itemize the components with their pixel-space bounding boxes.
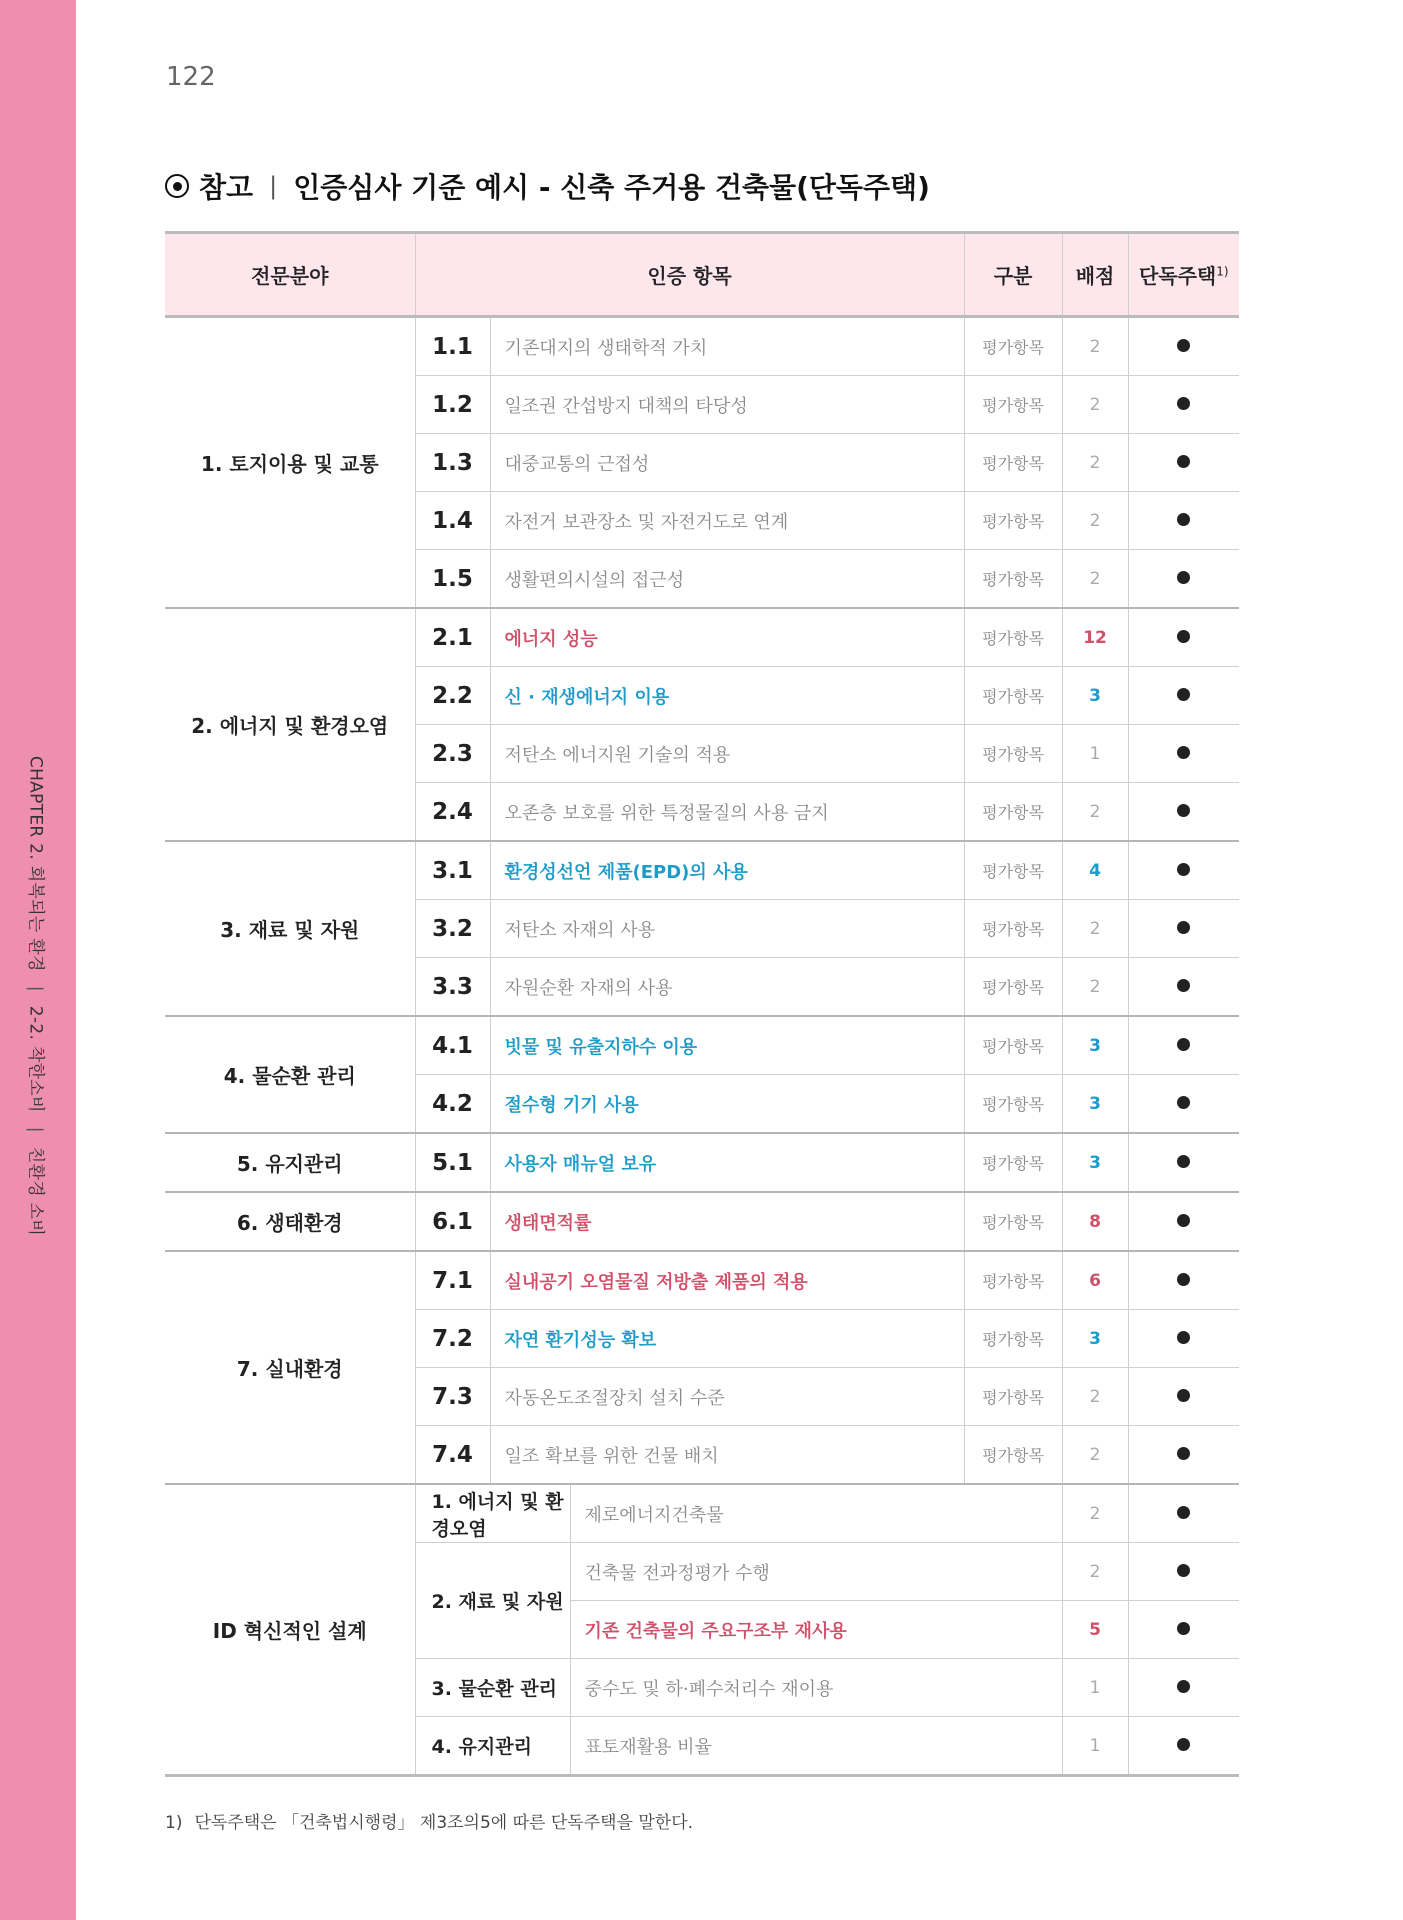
item-number: 6.1: [415, 1192, 490, 1251]
item-name: 중수도 및 하·폐수처리수 재이용: [570, 1659, 1062, 1717]
filled-circle-icon: [1177, 1506, 1190, 1519]
item-name: 일조권 간섭방지 대책의 타당성: [490, 376, 964, 434]
field-name: 5. 유지관리: [165, 1133, 415, 1192]
item-number: 1.5: [415, 550, 490, 609]
item-name: 일조 확보를 위한 건물 배치: [490, 1426, 964, 1485]
item-score: 1: [1062, 725, 1128, 783]
innovation-subfield: 3. 물순환 관리: [415, 1659, 570, 1717]
footnote-marker: 1): [1216, 264, 1229, 279]
item-score: 6: [1062, 1251, 1128, 1310]
detached-applicable-cell: [1128, 958, 1239, 1017]
item-name: 저탄소 자재의 사용: [490, 900, 964, 958]
detached-applicable-cell: [1128, 1601, 1239, 1659]
item-number: 7.4: [415, 1426, 490, 1485]
item-number: 7.1: [415, 1251, 490, 1310]
item-name: 절수형 기기 사용: [490, 1075, 964, 1134]
filled-circle-icon: [1177, 688, 1190, 701]
footnote: [165, 1808, 705, 1833]
item-name: 자연 환기성능 확보: [490, 1310, 964, 1368]
item-category: 평가항목: [964, 1251, 1062, 1310]
header-field: 전문분야: [165, 233, 415, 317]
item-number: 2.1: [415, 608, 490, 667]
field-name: 4. 물순환 관리: [165, 1016, 415, 1133]
footnote-text: 단독주택은 「건축법시행령」 제3조의5에 따른 단독주택을 말한다.: [194, 1813, 694, 1833]
item-score: 2: [1062, 783, 1128, 842]
detached-applicable-cell: [1128, 1310, 1239, 1368]
item-score: 5: [1062, 1601, 1128, 1659]
table-row: [165, 1192, 1239, 1251]
item-name: 사용자 매뉴얼 보유: [490, 1133, 964, 1192]
item-name: 오존층 보호를 위한 특정물질의 사용 금지: [490, 783, 964, 842]
table-row: [165, 317, 1239, 376]
item-score: 1: [1062, 1659, 1128, 1717]
title-separator: |: [269, 172, 278, 200]
filled-circle-icon: [1177, 1331, 1190, 1344]
item-number: 2.4: [415, 783, 490, 842]
item-score: 1: [1062, 1717, 1128, 1776]
filled-circle-icon: [1177, 921, 1190, 934]
innovation-subfield: 1. 에너지 및 환경오염: [415, 1484, 570, 1543]
filled-circle-icon: [1177, 571, 1190, 584]
item-category: 평가항목: [964, 900, 1062, 958]
item-number: 1.1: [415, 317, 490, 376]
item-score: 3: [1062, 1133, 1128, 1192]
detached-applicable-cell: [1128, 1368, 1239, 1426]
page-title: [165, 166, 930, 206]
item-category: 평가항목: [964, 434, 1062, 492]
item-name: 저탄소 에너지원 기술의 적용: [490, 725, 964, 783]
item-number: 5.1: [415, 1133, 490, 1192]
item-category: 평가항목: [964, 1016, 1062, 1075]
item-number: 1.4: [415, 492, 490, 550]
item-score: 3: [1062, 1310, 1128, 1368]
item-score: 2: [1062, 492, 1128, 550]
sidebar-section: 2-2. 착한소비: [25, 1005, 46, 1113]
item-score: 2: [1062, 900, 1128, 958]
detached-applicable-cell: [1128, 1426, 1239, 1485]
item-score: 2: [1062, 1426, 1128, 1485]
table-header-row: [165, 233, 1239, 317]
header-score: 배점: [1062, 233, 1128, 317]
item-name: 제로에너지건축물: [570, 1484, 1062, 1543]
field-name: 6. 생태환경: [165, 1192, 415, 1251]
innovation-subfield: 2. 재료 및 자원: [415, 1543, 570, 1659]
item-score: 2: [1062, 317, 1128, 376]
target-bullet-icon: [165, 174, 189, 198]
filled-circle-icon: [1177, 513, 1190, 526]
item-score: 2: [1062, 434, 1128, 492]
item-score: 2: [1062, 550, 1128, 609]
item-name: 에너지 성능: [490, 608, 964, 667]
detached-applicable-cell: [1128, 317, 1239, 376]
item-score: 3: [1062, 667, 1128, 725]
filled-circle-icon: [1177, 1622, 1190, 1635]
item-score: 2: [1062, 376, 1128, 434]
item-score: 12: [1062, 608, 1128, 667]
item-category: 평가항목: [964, 317, 1062, 376]
detached-applicable-cell: [1128, 1192, 1239, 1251]
title-prefix: 참고: [199, 171, 254, 204]
detached-applicable-cell: [1128, 608, 1239, 667]
item-number: 4.1: [415, 1016, 490, 1075]
header-detached-label: 단독주택: [1138, 264, 1217, 288]
item-name: 생태면적률: [490, 1192, 964, 1251]
item-category: 평가항목: [964, 783, 1062, 842]
filled-circle-icon: [1177, 397, 1190, 410]
detached-applicable-cell: [1128, 434, 1239, 492]
detached-applicable-cell: [1128, 376, 1239, 434]
detached-applicable-cell: [1128, 550, 1239, 609]
item-number: 1.3: [415, 434, 490, 492]
filled-circle-icon: [1177, 1273, 1190, 1286]
detached-applicable-cell: [1128, 783, 1239, 842]
detached-applicable-cell: [1128, 900, 1239, 958]
detached-applicable-cell: [1128, 492, 1239, 550]
item-number: 1.2: [415, 376, 490, 434]
item-number: 3.2: [415, 900, 490, 958]
detached-applicable-cell: [1128, 1251, 1239, 1310]
filled-circle-icon: [1177, 455, 1190, 468]
table-row: [165, 1133, 1239, 1192]
field-name: 2. 에너지 및 환경오염: [165, 608, 415, 841]
filled-circle-icon: [1177, 746, 1190, 759]
item-score: 8: [1062, 1192, 1128, 1251]
item-name: 자전거 보관장소 및 자전거도로 연계: [490, 492, 964, 550]
page-number: 122: [166, 62, 216, 92]
field-name: 7. 실내환경: [165, 1251, 415, 1484]
detached-applicable-cell: [1128, 841, 1239, 900]
detached-applicable-cell: [1128, 667, 1239, 725]
filled-circle-icon: [1177, 1214, 1190, 1227]
item-category: 평가항목: [964, 1192, 1062, 1251]
item-score: 2: [1062, 1543, 1128, 1601]
detached-applicable-cell: [1128, 1659, 1239, 1717]
item-number: 7.3: [415, 1368, 490, 1426]
sidebar-separator: |: [25, 985, 46, 992]
item-name: 생활편의시설의 접근성: [490, 550, 964, 609]
item-category: 평가항목: [964, 841, 1062, 900]
field-name: ID 혁신적인 설계: [165, 1484, 415, 1776]
filled-circle-icon: [1177, 1680, 1190, 1693]
item-name: 건축물 전과정평가 수행: [570, 1543, 1062, 1601]
detached-applicable-cell: [1128, 1016, 1239, 1075]
filled-circle-icon: [1177, 804, 1190, 817]
footnote-marker: 1): [165, 1813, 183, 1833]
item-name: 신 · 재생에너지 이용: [490, 667, 964, 725]
item-name: 자동온도조절장치 설치 수준: [490, 1368, 964, 1426]
item-category: 평가항목: [964, 958, 1062, 1017]
item-score: 2: [1062, 1368, 1128, 1426]
filled-circle-icon: [1177, 1447, 1190, 1460]
detached-applicable-cell: [1128, 1717, 1239, 1776]
item-category: 평가항목: [964, 1310, 1062, 1368]
item-number: 2.3: [415, 725, 490, 783]
detached-applicable-cell: [1128, 1543, 1239, 1601]
filled-circle-icon: [1177, 979, 1190, 992]
item-score: 3: [1062, 1016, 1128, 1075]
filled-circle-icon: [1177, 339, 1190, 352]
table-row: [165, 841, 1239, 900]
table-row: [165, 1484, 1239, 1543]
filled-circle-icon: [1177, 1389, 1190, 1402]
item-number: 3.1: [415, 841, 490, 900]
detached-applicable-cell: [1128, 1133, 1239, 1192]
field-name: 3. 재료 및 자원: [165, 841, 415, 1016]
item-name: 빗물 및 유출지하수 이용: [490, 1016, 964, 1075]
detached-applicable-cell: [1128, 725, 1239, 783]
filled-circle-icon: [1177, 1155, 1190, 1168]
item-number: 4.2: [415, 1075, 490, 1134]
item-name: 기존대지의 생태학적 가치: [490, 317, 964, 376]
header-detached-house: [1128, 233, 1239, 317]
filled-circle-icon: [1177, 1564, 1190, 1577]
item-category: 평가항목: [964, 1133, 1062, 1192]
field-name: 1. 토지이용 및 교통: [165, 317, 415, 609]
item-name: 대중교통의 근접성: [490, 434, 964, 492]
item-category: 평가항목: [964, 1075, 1062, 1134]
sidebar-chapter-label: [26, 756, 51, 1236]
header-category: 구분: [964, 233, 1062, 317]
item-number: 7.2: [415, 1310, 490, 1368]
item-score: 3: [1062, 1075, 1128, 1134]
item-score: 4: [1062, 841, 1128, 900]
item-category: 평가항목: [964, 550, 1062, 609]
item-name: 기존 건축물의 주요구조부 재사용: [570, 1601, 1062, 1659]
detached-applicable-cell: [1128, 1484, 1239, 1543]
item-score: 2: [1062, 958, 1128, 1017]
item-category: 평가항목: [964, 667, 1062, 725]
filled-circle-icon: [1177, 863, 1190, 876]
item-name: 실내공기 오염물질 저방출 제품의 적용: [490, 1251, 964, 1310]
item-number: 2.2: [415, 667, 490, 725]
item-number: 3.3: [415, 958, 490, 1017]
item-category: 평가항목: [964, 492, 1062, 550]
item-category: 평가항목: [964, 376, 1062, 434]
filled-circle-icon: [1177, 1096, 1190, 1109]
table-row: [165, 608, 1239, 667]
certification-criteria-table: [165, 231, 1239, 1777]
item-name: 표토재활용 비율: [570, 1717, 1062, 1776]
sidebar-separator: |: [25, 1126, 46, 1133]
filled-circle-icon: [1177, 1738, 1190, 1751]
item-category: 평가항목: [964, 608, 1062, 667]
table-row: [165, 1251, 1239, 1310]
sidebar-chapter: CHAPTER 2. 회복되는 환경: [25, 755, 46, 972]
item-name: 환경성선언 제품(EPD)의 사용: [490, 841, 964, 900]
header-item: 인증 항목: [415, 233, 964, 317]
item-category: 평가항목: [964, 725, 1062, 783]
item-category: 평가항목: [964, 1368, 1062, 1426]
item-category: 평가항목: [964, 1426, 1062, 1485]
sidebar-subsection: 친환경 소비: [25, 1146, 46, 1237]
item-name: 자원순환 자재의 사용: [490, 958, 964, 1017]
title-text: 인증심사 기준 예시 - 신축 주거용 건축물(단독주택): [293, 171, 930, 204]
innovation-subfield: 4. 유지관리: [415, 1717, 570, 1776]
filled-circle-icon: [1177, 1038, 1190, 1051]
filled-circle-icon: [1177, 630, 1190, 643]
detached-applicable-cell: [1128, 1075, 1239, 1134]
table-row: [165, 1016, 1239, 1075]
item-score: 2: [1062, 1484, 1128, 1543]
